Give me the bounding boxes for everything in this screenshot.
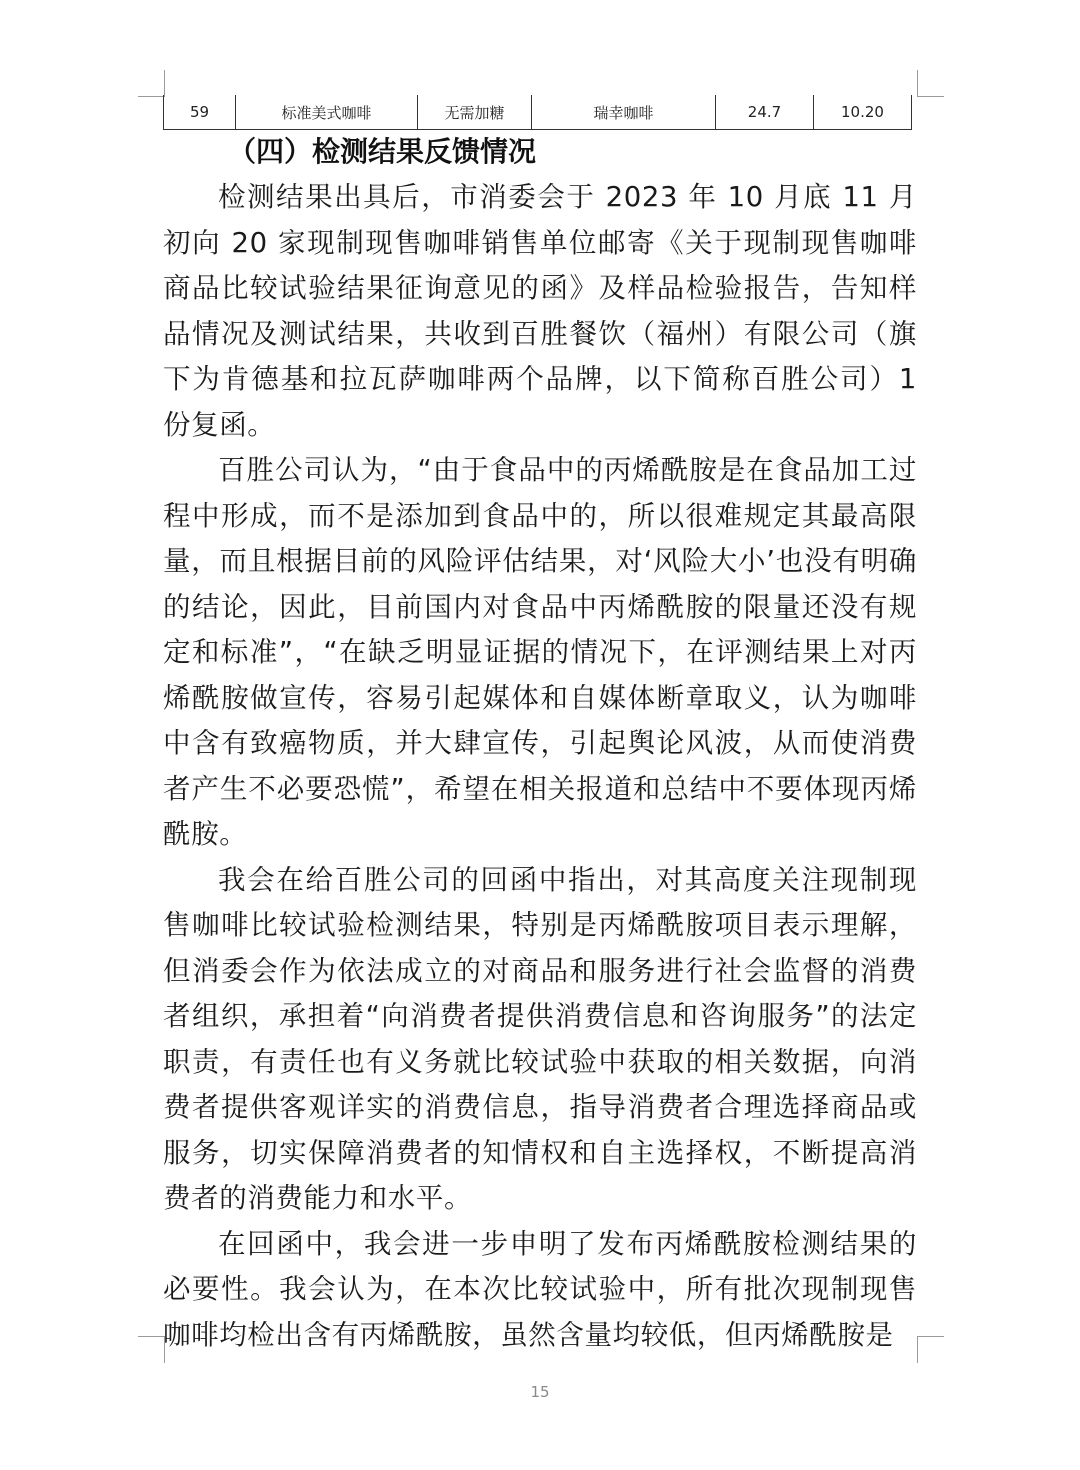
crop-mark-top-left (138, 70, 165, 97)
crop-mark-bottom-right (917, 1336, 944, 1363)
results-table-fragment (163, 95, 912, 130)
page-number: 15 (530, 1383, 550, 1401)
table-cell-index: 59 (164, 95, 236, 130)
table-cell-product: 标准美式咖啡 (236, 95, 418, 130)
section-heading: （四）检测结果反馈情况 (228, 135, 537, 168)
body-text (163, 175, 917, 1358)
table-cell-sweetness: 无需加糖 (418, 95, 532, 130)
paragraph-4: 在回函中，我会进一步申明了发布丙烯酰胺检测结果的必要性。我会认为，在本次比较试验中，所有批次现制现售咖啡均检出含有丙烯酰胺，虽然含量均较低，但丙烯酰胺是 (163, 1227, 917, 1351)
paragraph-2: 百胜公司认为，“由于食品中的丙烯酰胺是在食品加工过程中形成，而不是添加到食品中的，所以很难规定其最高限量，而且根据目前的风险评估结果，对‘风险大小’也没有明确的结论，因此，目前国内对食品中丙烯酰胺的限量还没有规定和标准”，“在缺乏明显证据的情况下，在评测结果上对丙烯酰胺做宣传，容易引起媒体和自媒体断章取义，认为咖啡中含有致癌物质，并大肆宣传，引起舆论风波，从而使消费者产生不必要恐慌”，希望在相关报道和总结中不要体现丙烯酰胺。 (163, 454, 917, 850)
crop-mark-bottom-left (138, 1336, 165, 1363)
table-cell-value-1: 24.7 (716, 95, 814, 130)
table-row (164, 95, 912, 130)
crop-mark-top-right (917, 70, 944, 97)
table-cell-brand: 瑞幸咖啡 (532, 95, 716, 130)
paragraph-3: 我会在给百胜公司的回函中指出，对其高度关注现制现售咖啡比较试验检测结果，特别是丙烯酰胺项目表示理解，但消委会作为依法成立的对商品和服务进行社会监督的消费者组织，承担着“向消费者提供消费信息和咨询服务”的法定职责，有责任也有义务就比较试验中获取的相关数据，向消费者提供客观详实的消费信息，指导消费者合理选择商品或服务，切实保障消费者的知情权和自主选择权，不断提高消费者的消费能力和水平。 (163, 863, 917, 1214)
table-cell-value-2: 10.20 (814, 95, 912, 130)
paragraph-1: 检测结果出具后，市消委会于 2023 年 10 月底 11 月初向 20 家现制现售咖啡销售单位邮寄《关于现制现售咖啡商品比较试验结果征询意见的函》及样品检验报告，告知样品情况及测试结果，共收到百胜餐饮（福州）有限公司（旗下为肯德基和拉瓦萨咖啡两个品牌，以下简称百胜公司）1 份复函。 (163, 181, 917, 441)
